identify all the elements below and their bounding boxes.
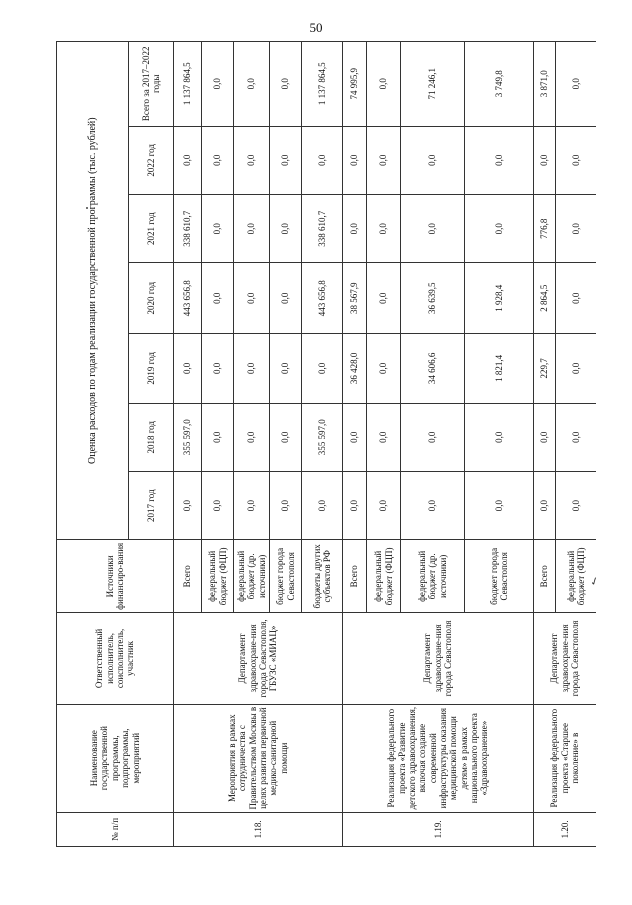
cell-value: 0,0 — [465, 126, 534, 194]
cell-value: 0,0 — [367, 471, 401, 539]
cell-value: 36 428,0 — [343, 334, 367, 404]
cell-responsible: Департамент здравоохране-ния города Севастополя — [534, 613, 597, 704]
cell-source: бюджеты других субъектов РФ — [302, 540, 343, 613]
cell-value: 0,0 — [270, 403, 302, 471]
header-number: № п/п — [57, 812, 174, 846]
cell-value: 0,0 — [302, 471, 343, 539]
cell-total: 0,0 — [270, 42, 302, 127]
cell-value: 0,0 — [202, 403, 234, 471]
header-year: 2020 год — [129, 263, 174, 334]
cell-total: 1 137 864,5 — [302, 42, 343, 127]
cell-value: 38 567,9 — [343, 263, 367, 334]
cell-value: 355 597,0 — [174, 403, 202, 471]
table-body — [57, 42, 597, 847]
table-viewport — [56, 41, 596, 847]
header-row-top — [57, 42, 129, 847]
header-year: 2019 год — [129, 334, 174, 404]
cell-value: 0,0 — [270, 194, 302, 262]
cell-source: федеральный бюджет (др. источники) — [401, 540, 465, 613]
cell-value: 0,0 — [534, 471, 556, 539]
cell-value: 0,0 — [367, 194, 401, 262]
cell-value: 0,0 — [401, 403, 465, 471]
cell-value: 2 864,5 — [534, 263, 556, 334]
cell-value: 1 821,4 — [465, 334, 534, 404]
cell-value: 0,0 — [367, 334, 401, 404]
cell-value: 0,0 — [202, 471, 234, 539]
page-number: 50 — [309, 20, 323, 35]
cell-source: федеральный бюджет (ФЦП) — [556, 540, 597, 613]
cell-total: 71 246,1 — [401, 42, 465, 127]
cell-value: 0,0 — [556, 126, 597, 194]
cell-source: Всего — [343, 540, 367, 613]
cell-value: 338 610,7 — [302, 194, 343, 262]
cell-value: 0,0 — [401, 471, 465, 539]
cell-total: 3 749,8 — [465, 42, 534, 127]
cell-value: 0,0 — [234, 126, 270, 194]
cell-value: 0,0 — [234, 403, 270, 471]
table-row — [534, 42, 556, 847]
cell-responsible: Департамент здравоохране-ния города Севастополя — [343, 613, 534, 704]
cell-number: 1.20. — [534, 812, 597, 846]
cell-value: 0,0 — [367, 403, 401, 471]
cell-value: 0,0 — [234, 263, 270, 334]
cell-name: Мероприятия в рамках сотрудничества с Правительством Москвы в целях развития первичной медико-санитарной помощи — [174, 704, 343, 812]
cell-value: 0,0 — [343, 403, 367, 471]
cell-value: 338 610,7 — [174, 194, 202, 262]
cell-value: 0,0 — [234, 194, 270, 262]
cell-value: 0,0 — [343, 471, 367, 539]
cell-total: 0,0 — [367, 42, 401, 127]
cell-value: 355 597,0 — [302, 403, 343, 471]
cell-value: 0,0 — [270, 471, 302, 539]
cell-value: 0,0 — [202, 263, 234, 334]
cell-value: 0,0 — [202, 126, 234, 194]
cell-value: 0,0 — [302, 126, 343, 194]
table-row — [174, 42, 202, 847]
cell-number: 1.18. — [174, 812, 343, 846]
cell-value: 0,0 — [556, 403, 597, 471]
cell-total: 0,0 — [202, 42, 234, 127]
cell-value: 1 928,4 — [465, 263, 534, 334]
cell-value: 0,0 — [556, 194, 597, 262]
header-year-total: Всего за 2017–2022 годы — [129, 42, 174, 127]
cell-source: Всего — [174, 540, 202, 613]
handwritten-mark: ✓ — [588, 574, 602, 590]
cell-value: 0,0 — [556, 263, 597, 334]
header-name: Наименование государственной программы, подпрограммы, мероприятий — [57, 704, 174, 812]
cell-value: 0,0 — [556, 471, 597, 539]
cell-value: 0,0 — [367, 263, 401, 334]
cell-total: 1 137 864,5 — [174, 42, 202, 127]
cell-value: 0,0 — [174, 126, 202, 194]
cell-value: 0,0 — [465, 194, 534, 262]
cell-name: Реализация федерального проекта «Развитие детского здравоохранения, включая создание современной инфраструктуры оказания медицинской помощи детям» в рамках национального проекта «Здравоохранение» — [343, 704, 534, 812]
cell-value: 0,0 — [343, 194, 367, 262]
header-source: Источники финансиро-вания — [57, 540, 174, 613]
cell-number: 1.19. — [343, 812, 534, 846]
table-row — [343, 42, 367, 847]
cell-value: 0,0 — [465, 403, 534, 471]
cell-value: 34 606,6 — [401, 334, 465, 404]
cell-value: 0,0 — [202, 334, 234, 404]
cell-total: 0,0 — [234, 42, 270, 127]
cell-value: 776,8 — [534, 194, 556, 262]
cell-responsible: Департамент здравоохране-ния города Севастополя, ГБУЗС «МИАЦ» — [174, 613, 343, 704]
cell-value: 0,0 — [202, 194, 234, 262]
cell-total: 0,0 — [556, 42, 597, 127]
cell-source: Всего — [534, 540, 556, 613]
cell-value: 0,0 — [302, 334, 343, 404]
header-year: 2022 год — [129, 126, 174, 194]
header-responsible: Ответственный исполнитель, соисполнитель, участник — [57, 613, 174, 704]
cell-value: 0,0 — [465, 471, 534, 539]
cell-source: федеральный бюджет (ФЦП) — [367, 540, 401, 613]
cell-value: 0,0 — [367, 126, 401, 194]
cell-value: 0,0 — [270, 334, 302, 404]
cell-source: федеральный бюджет (ФЦП) — [202, 540, 234, 613]
cell-value: 36 639,5 — [401, 263, 465, 334]
cell-source: бюджет города Севастополя — [270, 540, 302, 613]
cell-value: 0,0 — [174, 334, 202, 404]
cell-total: 3 871,0 — [534, 42, 556, 127]
cell-value: 443 656,8 — [302, 263, 343, 334]
header-year: 2018 год — [129, 403, 174, 471]
cell-value: 0,0 — [401, 194, 465, 262]
cell-value: 0,0 — [534, 403, 556, 471]
budget-table — [56, 41, 596, 847]
cell-value: 0,0 — [270, 263, 302, 334]
header-year: 2021 год — [129, 194, 174, 262]
header-year: 2017 год — [129, 471, 174, 539]
cell-value: 0,0 — [534, 126, 556, 194]
cell-value: 0,0 — [556, 334, 597, 404]
cell-value: 0,0 — [234, 471, 270, 539]
cell-source: бюджет города Севастополя — [465, 540, 534, 613]
cell-source: федеральный бюджет (др. источники) — [234, 540, 270, 613]
cell-value: 229,7 — [534, 334, 556, 404]
cell-name: Реализация федерального проекта «Старшее поколение» в — [534, 704, 597, 812]
cell-value: 0,0 — [270, 126, 302, 194]
header-estimate: Оценка расходов по годам реализации государственной программы (тыс. рублей) — [57, 42, 129, 540]
cell-total: 74 995,9 — [343, 42, 367, 127]
cell-value: 0,0 — [343, 126, 367, 194]
rotated-table-container — [56, 41, 596, 847]
cell-value: 0,0 — [234, 334, 270, 404]
cell-value: 443 656,8 — [174, 263, 202, 334]
cell-value: 0,0 — [401, 126, 465, 194]
cell-value: 0,0 — [174, 471, 202, 539]
